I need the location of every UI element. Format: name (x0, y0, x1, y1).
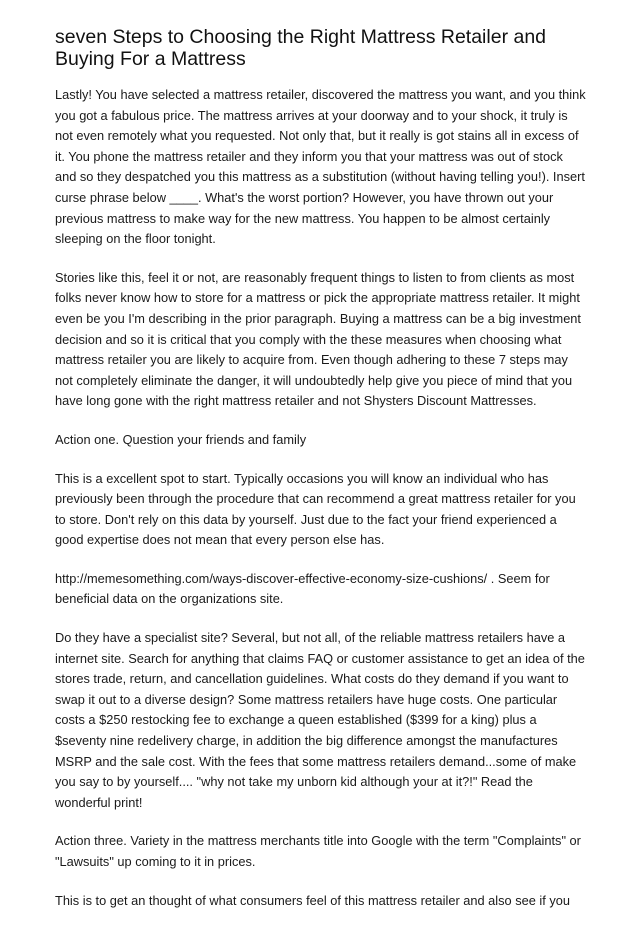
section-heading: Action three. Variety in the mattress merchants title into Google with the term "Complaints" or "Lawsuits" up coming to it in prices. (55, 833, 581, 869)
paragraph: This is to get an thought of what consumers feel of this mattress retailer and also see if you (55, 892, 570, 908)
link-paragraph: http://memesomething.com/ways-discover-effective-economy-size-cushions/ . Seem for beneficial data on the organizations site. (55, 570, 550, 607)
document-title: seven Steps to Choosing the Right Mattress Retailer and Buying For a Mattress (55, 26, 547, 70)
paragraph: Do they have a specialist site? Several, but not all, of the reliable mattress retailers have a internet site. Search for anything that claims FAQ or customer assistance to get an idea of the stores trade, return, and cancellation guidelines. What costs do they demand if you want to swap it out to a diverse design? Some mattress retailers have huge costs. One particular costs a $250 restocking fee to exchange a queen established ($399 for a king) plus a $seventy nine redelivery charge, in addition the big difference amongst the manufactures MSRP and the sale cost. With the fees that some mattress retailers demand...some of make you say to by yourself.... "why not take my unborn kid although your at it?!" Read the wonderful print! (55, 630, 585, 810)
paragraph: This is a excellent spot to start. Typically occasions you will know an individual who has previously been through the procedure that can recommend a great mattress retailer for you to store. Don't rely on this data by yourself. Just due to the fact your friend experienced a good expertise does not mean that every person else has. (55, 470, 576, 548)
section-heading: Action one. Question your friends and family (55, 431, 307, 447)
paragraph: Lastly! You have selected a mattress retailer, discovered the mattress you want, and you think you got a fabulous price. The mattress arrives at your doorway and to your shock, it truly is not even remotely what you requested. Not only that, but it really is got stains all in excess of it. You phone the mattress retailer and they inform you that your mattress was out of stock and so they despatched you this mattress as a substitution (without having telling you!). Insert curse phrase below ____. What's the worst portion? However, you have thrown out your previous mattress to make way for the new mattress. You happen to be almost certainly sleeping on the floor tonight. (55, 87, 586, 247)
document-page (55, 26, 587, 929)
paragraph: Stories like this, feel it or not, are reasonably frequent things to listen to from clients as most folks never know how to store for a mattress or pick the appropriate mattress retailer. It might even be you I'm describing in the prior paragraph. Buying a mattress can be a big investment decision and so it is critical that you comply with the these measures when choosing what mattress retailer you are likely to acquire from. Even though adhering to these 7 steps may not completely eliminate the danger, it will undoubtedly help give you piece of mind that you have long gone with the right mattress retailer and not Shysters Discount Mattresses. (55, 269, 581, 409)
